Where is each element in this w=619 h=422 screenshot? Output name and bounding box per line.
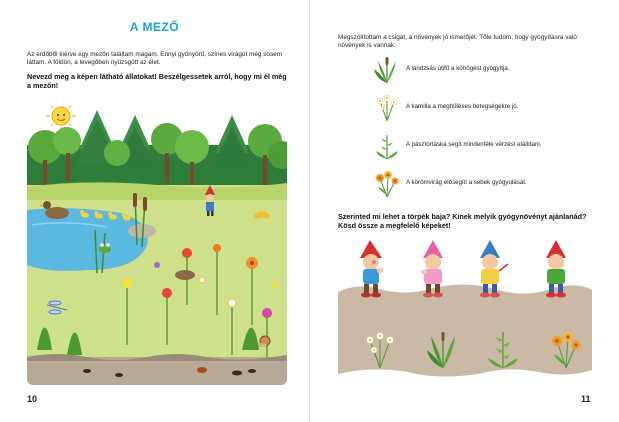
chamomile-match-icon[interactable] xyxy=(362,330,398,370)
plantain-match-icon[interactable] xyxy=(425,330,461,370)
herb-item-shepherds-purse xyxy=(372,131,602,161)
intro-text: Az erdőből kiérve egy mezőn találtam magam. Ennyi gyönyörű, színes virágot még sosem láttam. A földön, a levegőben nyüzsgött az élet. xyxy=(27,51,283,66)
page-title: A MEZŐ xyxy=(129,20,180,34)
herb-description: A kamilla a meghűléses betegségekre jó. xyxy=(406,103,519,110)
herb-item-chamomile xyxy=(372,93,602,123)
task-question: Nevezd meg a képen látható állatokat! Beszélgessetek arról, hogy mi él még a mezőn! xyxy=(27,72,287,90)
meadow-illustration xyxy=(27,105,287,385)
right-page xyxy=(310,0,619,422)
herb-description: A lándzsás útifű a köhögést gyógyítja. xyxy=(406,65,510,72)
chamomile-icon xyxy=(372,93,402,123)
shepherds-purse-match-icon[interactable] xyxy=(485,330,521,370)
gnome-1-icon[interactable] xyxy=(352,238,392,300)
intro-text: Megszólítottam a csigát, a növények jó ismerőjét. Tőle tudom, hogy gyógyításra való növények is vannak. xyxy=(338,34,577,49)
task-question: Szerinted mi lehet a törpék baja? Kinek melyik gyógynövényt ajánlanád? Kösd össze a megfelelő képeket! xyxy=(338,212,587,230)
marigold-icon xyxy=(372,169,402,199)
page-number: 11 xyxy=(581,394,591,404)
herb-description: A pásztortáska segít mindenféle vérzést elállítani. xyxy=(406,141,542,148)
gnome-2-icon[interactable] xyxy=(413,238,453,300)
left-page xyxy=(0,0,309,422)
gnome-4-icon[interactable] xyxy=(536,238,576,300)
page-number: 10 xyxy=(27,394,38,404)
herb-item-plantain xyxy=(372,55,602,85)
gnome-3-icon[interactable] xyxy=(472,238,512,300)
shepherds-purse-icon xyxy=(372,131,402,161)
beetle-icon xyxy=(197,367,207,373)
herb-description: A körömvirág elősegíti a sebek gyógyulását. xyxy=(406,179,527,186)
herb-item-marigold xyxy=(372,169,602,199)
marigold-match-icon[interactable] xyxy=(548,330,584,370)
plantain-icon xyxy=(372,55,402,85)
